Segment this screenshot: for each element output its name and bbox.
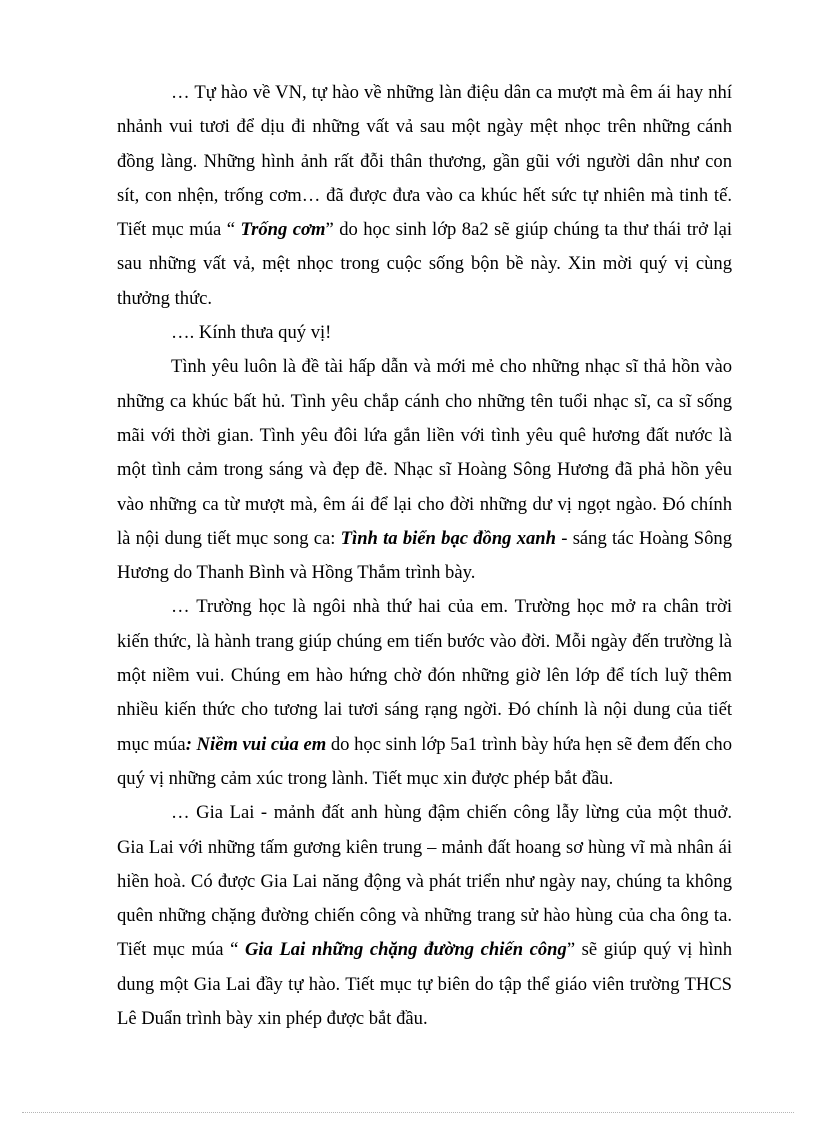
paragraph-gia-lai [117, 796, 732, 1036]
paragraph-trong-com [117, 76, 732, 316]
performance-title-tinh-ta: Tình ta biển bạc đồng xanh [340, 527, 556, 549]
text-segment: ” sẽ giúp quý vị hình dung một Gia Lai đầy tự hào. Tiết mục tự biên do tập thể giáo viên trường THCS Lê Duẩn trình bày xin phép được bắt đầu. [117, 939, 732, 1030]
paragraph-tinh-ta [117, 350, 732, 590]
performance-title-gia-lai: Gia Lai những chặng đường chiến công [244, 939, 567, 961]
performance-title-trong-com: Trống cơm [240, 219, 326, 241]
performance-title-niem-vui: : Niềm vui của em [185, 733, 327, 755]
document-body [117, 76, 732, 1036]
text-segment: …. Kính thưa quý vị! [171, 322, 332, 344]
text-segment: - sáng tác Hoàng Sông Hương do Thanh Bình và Hồng Thắm trình bày. [117, 527, 732, 584]
text-segment: … Trường học là ngôi nhà thứ hai của em. Trường học mở ra chân trời kiến thức, là hành trang giúp chúng em tiến bước vào đời. Mỗi ngày đến trường là một niềm vui. Chúng em hào hứng chờ đón những giờ lên lớp để tích luỹ thêm nhiều kiến thức cho tương lai tươi sáng rạng ngời. Đó chính là nội dung của tiết mục múa [117, 596, 732, 755]
text-segment: … Gia Lai - mảnh đất anh hùng đậm chiến công lẫy lừng của một thuở. Gia Lai với những tấm gương kiên trung – mảnh đất hoang sơ hùng vĩ mà nhân ái hiền hoà. Có được Gia Lai năng động và phát triển như ngày nay, chúng ta không quên những chặng đường chiến công và những trang sử hào hùng của cha ông ta. Tiết mục múa “ [117, 802, 732, 961]
page-bottom-divider [22, 1112, 794, 1113]
text-segment: do học sinh lớp 5a1 trình bày hứa hẹn sẽ đem đến cho quý vị những cảm xúc trong lành. Tiết mục xin được phép bắt đầu. [117, 733, 732, 789]
text-segment: Tình yêu luôn là đề tài hấp dẫn và mới mẻ cho những nhạc sĩ thả hồn vào những ca khúc bất hủ. Tình yêu chắp cánh cho những tên tuổi nhạc sĩ, ca sĩ sống mãi với thời gian. Tình yêu đôi lứa gắn liền với tình yêu quê hương đất nước là một tình cảm trong sáng và đẹp đẽ. Nhạc sĩ Hoàng Sông Hương đã phả hồn yêu vào những ca từ mượt mà, êm ái để lại cho đời những dư vị ngọt ngào. Đó chính là nội dung tiết mục song ca: [117, 356, 732, 549]
text-segment: ” do học sinh lớp 8a2 sẽ giúp chúng ta thư thái trở lại sau những vất vả, mệt nhọc trong cuộc sống bộn bề này. Xin mời quý vị cùng thưởng thức. [117, 219, 732, 309]
paragraph-niem-vui [117, 590, 732, 796]
text-segment: … Tự hào về VN, tự hào về những làn điệu dân ca mượt mà êm ái hay nhí nhảnh vui tươi để dịu đi những vất vả sau một ngày mệt nhọc trên những cánh đồng làng. Những hình ảnh rất đỗi thân thương, gần gũi với người dân như con sít, con nhện, trống cơm… đã được đưa vào ca khúc hết sức tự nhiên mà tinh tế. Tiết mục múa “ [117, 82, 732, 241]
paragraph-greeting [117, 316, 732, 350]
